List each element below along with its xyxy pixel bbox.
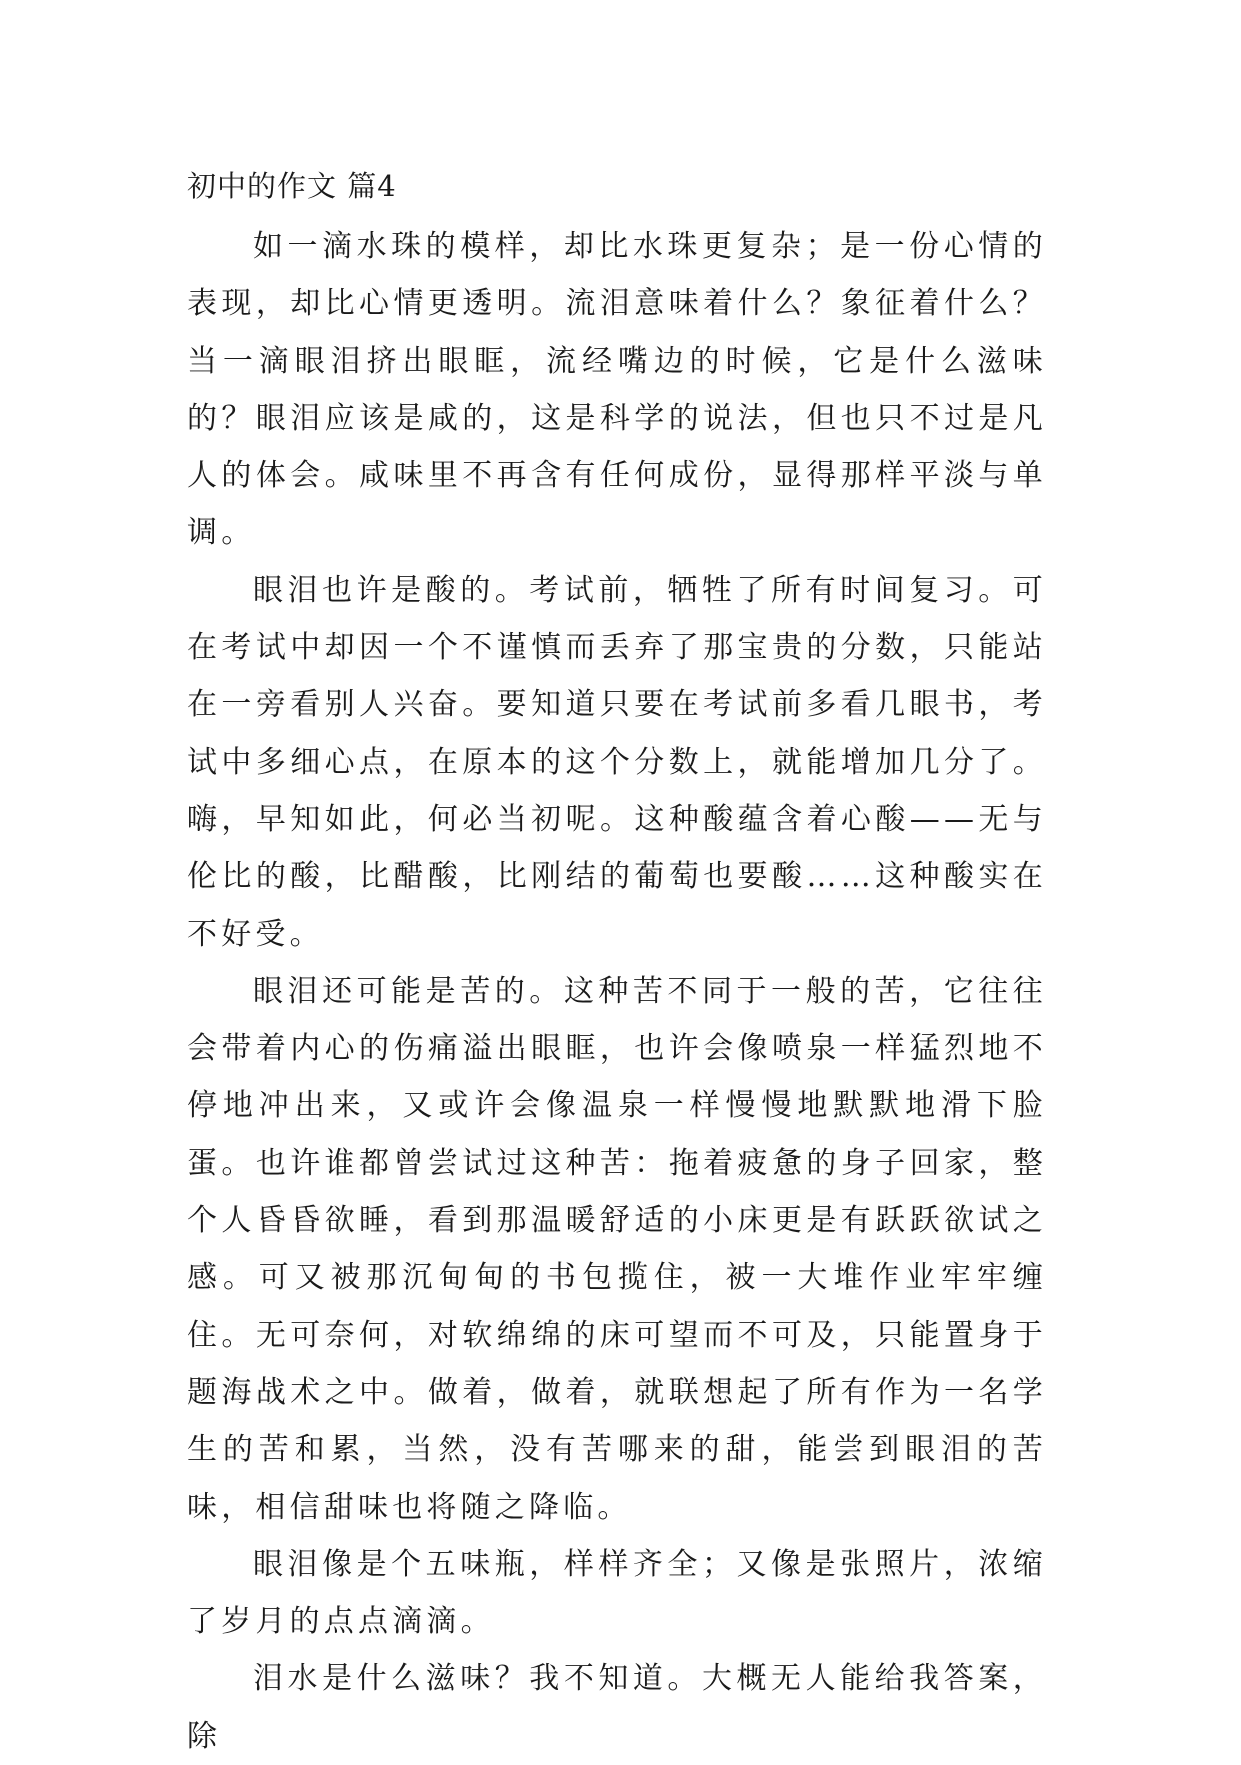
- essay-body: [187, 218, 1047, 1765]
- paragraph: 泪水是什么滋味？我不知道。大概无人能给我答案，除: [187, 1661, 1047, 1754]
- paragraph: 眼泪也许是酸的。考试前，牺牲了所有时间复习。可在考试中却因一个不谨慎而丢弃了那宝贵的分数，只能站在一旁看别人兴奋。要知道只要在考试前多看几眼书，考试中多细心点，在原本的这个分数上，就能增加几分了。嗨，早知如此，何必当初呢。这种酸蕴含着心酸——无与伦比的酸，比醋酸，比刚结的葡萄也要酸……这种酸实在不好受。: [187, 572, 1047, 952]
- paragraph: 眼泪像是个五味瓶，样样齐全；又像是张照片，浓缩了岁月的点点滴滴。: [187, 1546, 1047, 1640]
- paragraph: 如一滴水珠的模样，却比水珠更复杂；是一份心情的表现，却比心情更透明。流泪意味着什么？象征着什么？当一滴眼泪挤出眼眶，流经嘴边的时候，它是什么滋味的？眼泪应该是咸的，这是科学的说法，但也只不过是凡人的体会。咸味里不再含有任何成份，显得那样平淡与单调。: [187, 229, 1047, 551]
- paragraph: 眼泪还可能是苦的。这种苦不同于一般的苦，它往往会带着内心的伤痛溢出眼眶，也许会像喷泉一样猛烈地不停地冲出来，又或许会像温泉一样慢慢地默默地滑下脸蛋。也许谁都曾尝试过这种苦：拖着疲惫的身子回家，整个人昏昏欲睡，看到那温暖舒适的小床更是有跃跃欲试之感。可又被那沉甸甸的书包揽住，被一大堆作业牢牢缠住。无可奈何，对软绵绵的床可望而不可及，只能置身于题海战术之中。做着，做着，就联想起了所有作为一名学生的苦和累，当然，没有苦哪来的甜，能尝到眼泪的苦味，相信甜味也将随之降临。: [187, 973, 1047, 1525]
- essay-title: 初中的作文 篇4: [187, 169, 397, 203]
